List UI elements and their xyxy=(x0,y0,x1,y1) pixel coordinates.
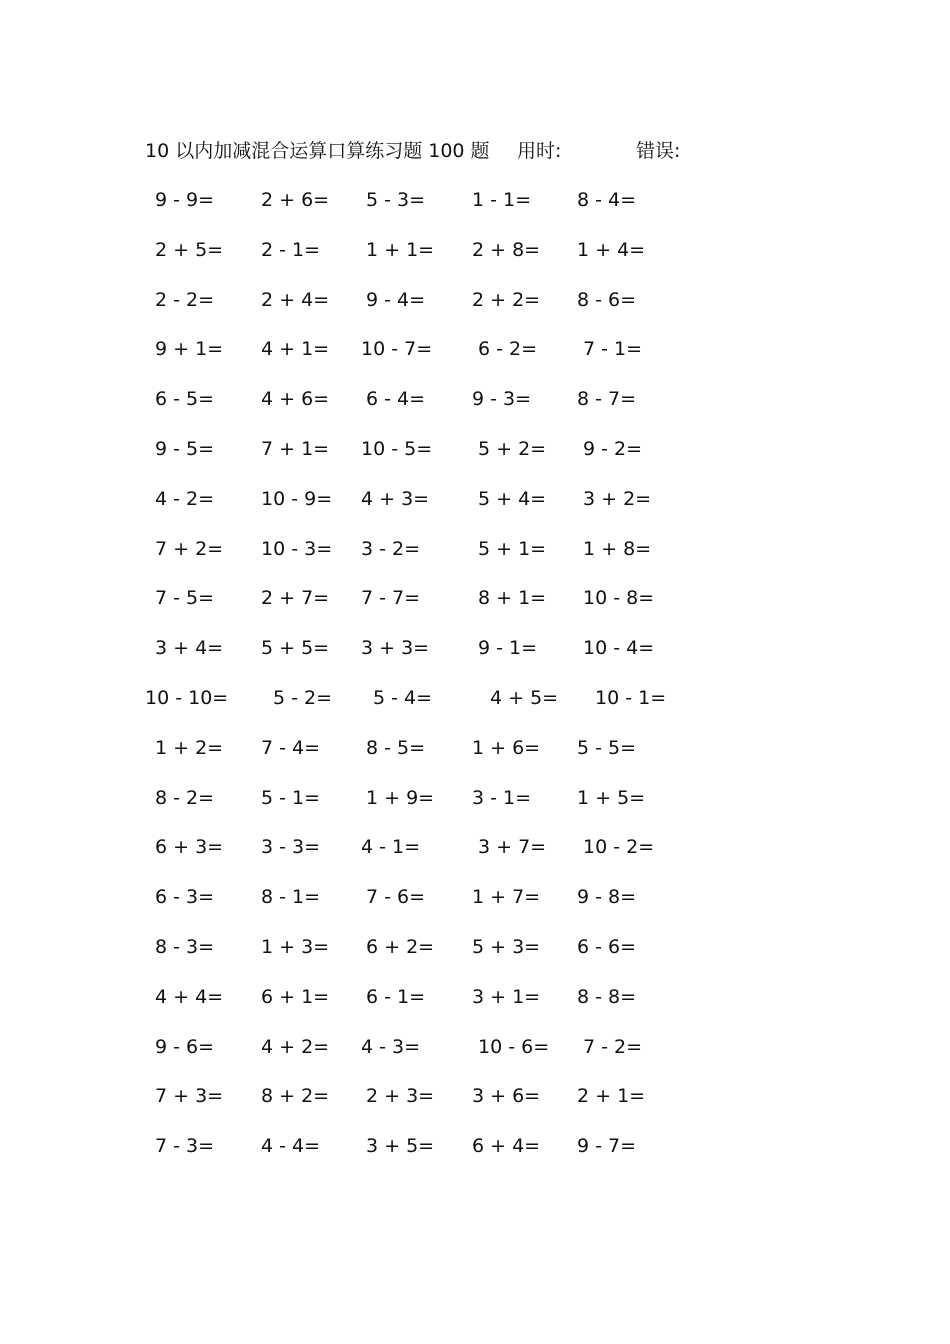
problem-item: 8 + 2= xyxy=(261,1085,330,1108)
problem-item: 1 - 1= xyxy=(472,189,532,211)
problem-row xyxy=(145,485,685,535)
problem-item: 6 - 2= xyxy=(478,338,538,361)
problem-item: 1 + 3= xyxy=(261,935,330,958)
problem-item: 6 - 4= xyxy=(366,388,426,411)
problem-item: 8 - 5= xyxy=(366,736,426,759)
problem-item: 2 + 3= xyxy=(366,1085,435,1108)
problem-item: 1 + 8= xyxy=(583,537,652,560)
problem-item: 3 + 7= xyxy=(478,836,547,859)
problem-item: 9 - 8= xyxy=(577,886,637,909)
problem-item: 7 - 2= xyxy=(583,1035,643,1058)
problem-item: 2 + 5= xyxy=(155,238,224,261)
problem-item: 2 - 1= xyxy=(261,238,321,261)
problem-item: 7 + 2= xyxy=(155,537,224,560)
problem-row xyxy=(145,584,685,634)
problem-item: 8 - 7= xyxy=(577,388,637,411)
problem-item: 9 - 7= xyxy=(577,1135,637,1158)
problem-item: 6 - 5= xyxy=(155,388,215,411)
problem-row xyxy=(145,1082,685,1132)
problem-row xyxy=(145,784,685,834)
problem-item: 4 - 2= xyxy=(155,487,215,510)
problem-row xyxy=(145,286,685,336)
problem-item: 1 + 9= xyxy=(366,786,435,809)
problem-item: 9 - 4= xyxy=(366,288,426,311)
problem-item: 5 - 1= xyxy=(261,786,321,809)
problem-item: 3 + 3= xyxy=(361,637,430,660)
problem-item: 5 - 5= xyxy=(577,736,637,759)
problem-row xyxy=(145,883,685,933)
problem-item: 5 + 3= xyxy=(472,935,541,958)
problem-item: 5 - 4= xyxy=(373,686,433,709)
problem-row xyxy=(145,435,685,485)
problem-item: 10 - 6= xyxy=(478,1035,550,1058)
problem-item: 7 - 4= xyxy=(261,736,321,759)
problem-item: 5 + 5= xyxy=(261,637,330,660)
problem-item: 4 + 2= xyxy=(261,1035,330,1058)
problem-item: 8 - 4= xyxy=(577,189,637,211)
problem-item: 7 - 7= xyxy=(361,587,421,610)
problem-item: 4 + 1= xyxy=(261,338,330,361)
problem-item: 9 - 1= xyxy=(478,637,538,660)
problem-row xyxy=(145,236,685,286)
problem-item: 6 + 2= xyxy=(366,935,435,958)
problem-item: 3 + 6= xyxy=(472,1085,541,1108)
problem-item: 1 + 7= xyxy=(472,886,541,909)
problem-item: 1 + 1= xyxy=(366,238,435,261)
problem-item: 10 - 2= xyxy=(583,836,655,859)
problem-item: 9 - 3= xyxy=(472,388,532,411)
problem-item: 7 + 1= xyxy=(261,437,330,460)
problem-item: 10 - 4= xyxy=(583,637,655,660)
problem-item: 2 + 1= xyxy=(577,1085,646,1108)
problem-item: 9 - 5= xyxy=(155,437,215,460)
problem-item: 7 - 3= xyxy=(155,1135,215,1158)
worksheet-header xyxy=(145,138,681,164)
problem-item: 10 - 8= xyxy=(583,587,655,610)
problem-item: 5 - 3= xyxy=(366,189,426,211)
problem-item: 10 - 7= xyxy=(361,338,433,361)
problem-item: 5 - 2= xyxy=(273,686,333,709)
problem-item: 2 + 4= xyxy=(261,288,330,311)
problem-item: 6 + 3= xyxy=(155,836,224,859)
problem-item: 8 + 1= xyxy=(478,587,547,610)
problem-row xyxy=(145,385,685,435)
problem-item: 6 - 1= xyxy=(366,985,426,1008)
problem-item: 8 - 8= xyxy=(577,985,637,1008)
problem-item: 6 + 4= xyxy=(472,1135,541,1158)
problem-item: 1 + 4= xyxy=(577,238,646,261)
problem-item: 10 - 1= xyxy=(595,686,667,709)
problem-row xyxy=(145,1033,685,1083)
problem-row xyxy=(145,186,685,236)
problem-row xyxy=(145,833,685,883)
problem-item: 8 - 6= xyxy=(577,288,637,311)
problem-item: 3 - 3= xyxy=(261,836,321,859)
problem-row xyxy=(145,634,685,684)
problem-item: 10 - 10= xyxy=(145,686,229,709)
problem-item: 7 - 6= xyxy=(366,886,426,909)
problem-item: 3 - 1= xyxy=(472,786,532,809)
problem-item: 1 + 6= xyxy=(472,736,541,759)
time-used-label: 用时: xyxy=(517,140,562,162)
problem-item: 4 + 5= xyxy=(490,686,559,709)
problem-item: 5 + 4= xyxy=(478,487,547,510)
problem-grid xyxy=(145,186,685,1182)
problem-item: 10 - 5= xyxy=(361,437,433,460)
problem-item: 4 - 1= xyxy=(361,836,421,859)
problem-row xyxy=(145,535,685,585)
problem-item: 4 - 4= xyxy=(261,1135,321,1158)
errors-label: 错误: xyxy=(636,140,681,162)
problem-item: 5 + 1= xyxy=(478,537,547,560)
problem-item: 6 - 6= xyxy=(577,935,637,958)
problem-item: 7 - 1= xyxy=(583,338,643,361)
problem-item: 3 + 1= xyxy=(472,985,541,1008)
problem-item: 3 - 2= xyxy=(361,537,421,560)
problem-item: 4 + 4= xyxy=(155,985,224,1008)
problem-item: 2 + 8= xyxy=(472,238,541,261)
problem-item: 6 + 1= xyxy=(261,985,330,1008)
problem-item: 2 + 2= xyxy=(472,288,541,311)
problem-item: 3 + 4= xyxy=(155,637,224,660)
problem-item: 6 - 3= xyxy=(155,886,215,909)
worksheet-title: 10 以内加减混合运算口算练习题 100 题 xyxy=(145,140,490,162)
problem-row xyxy=(145,983,685,1033)
problem-item: 9 - 9= xyxy=(155,189,215,211)
problem-item: 10 - 9= xyxy=(261,487,333,510)
problem-item: 10 - 3= xyxy=(261,537,333,560)
problem-item: 2 + 7= xyxy=(261,587,330,610)
problem-row xyxy=(145,335,685,385)
problem-item: 2 + 6= xyxy=(261,189,330,211)
problem-item: 1 + 5= xyxy=(577,786,646,809)
problem-row xyxy=(145,684,685,734)
problem-item: 8 - 2= xyxy=(155,786,215,809)
problem-item: 4 - 3= xyxy=(361,1035,421,1058)
problem-item: 9 + 1= xyxy=(155,338,224,361)
problem-item: 9 - 2= xyxy=(583,437,643,460)
problem-item: 3 + 2= xyxy=(583,487,652,510)
problem-item: 7 + 3= xyxy=(155,1085,224,1108)
problem-item: 8 - 1= xyxy=(261,886,321,909)
problem-row xyxy=(145,933,685,983)
problem-item: 2 - 2= xyxy=(155,288,215,311)
problem-item: 5 + 2= xyxy=(478,437,547,460)
problem-row xyxy=(145,1132,685,1182)
problem-item: 4 + 3= xyxy=(361,487,430,510)
problem-item: 1 + 2= xyxy=(155,736,224,759)
problem-item: 9 - 6= xyxy=(155,1035,215,1058)
problem-item: 7 - 5= xyxy=(155,587,215,610)
problem-item: 3 + 5= xyxy=(366,1135,435,1158)
problem-item: 4 + 6= xyxy=(261,388,330,411)
problem-row xyxy=(145,734,685,784)
problem-item: 8 - 3= xyxy=(155,935,215,958)
